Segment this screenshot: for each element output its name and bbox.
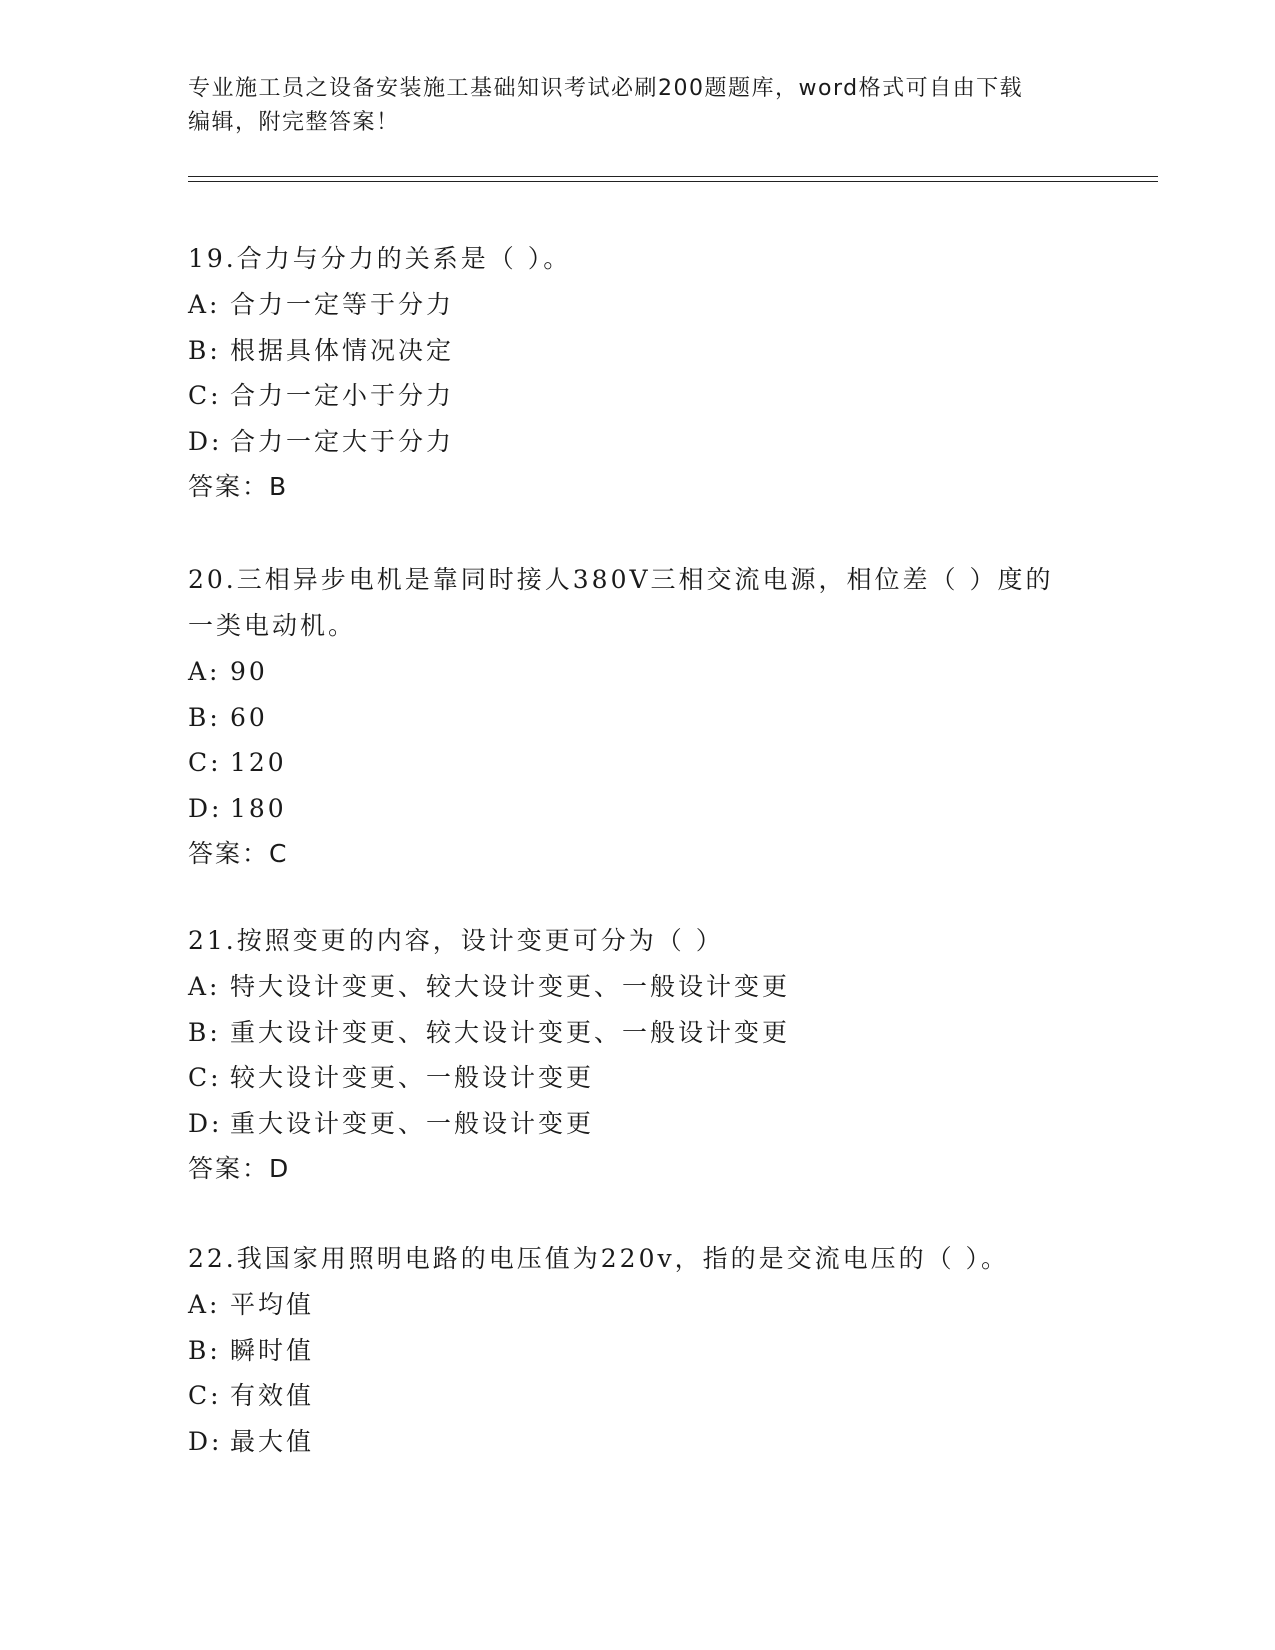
question-22	[188, 1236, 1088, 1464]
option-c	[188, 373, 1088, 419]
question-21	[188, 918, 1088, 1192]
option-letter: A:	[188, 972, 221, 1001]
option-text: 120	[230, 748, 287, 777]
answer-key: 答案：B	[188, 472, 289, 501]
option-c	[188, 1055, 1088, 1101]
option-c	[188, 740, 1088, 786]
option-text: 特大设计变更、较大设计变更、一般设计变更	[230, 972, 791, 1001]
option-text: 合力一定小于分力	[230, 381, 455, 410]
option-text: 合力一定等于分力	[230, 290, 455, 319]
option-b	[188, 695, 1088, 741]
question-stem-continued: 一类电动机。	[188, 611, 357, 640]
option-letter: D:	[188, 1108, 223, 1138]
option-a	[188, 649, 1088, 695]
option-text: 瞬时值	[230, 1335, 315, 1365]
option-text: 最大值	[230, 1426, 315, 1456]
option-b	[188, 328, 1088, 374]
option-letter: D:	[188, 1426, 223, 1456]
header-line-1: 专业施工员之设备安装施工基础知识考试必刷200题题库，word格式可自由下载	[188, 76, 1024, 101]
option-letter: A:	[188, 290, 221, 319]
document-header	[188, 72, 1088, 140]
option-d	[188, 786, 1088, 832]
option-text: 重大设计变更、较大设计变更、一般设计变更	[230, 1017, 791, 1047]
option-d	[188, 1101, 1088, 1147]
option-c	[188, 1373, 1088, 1419]
option-text: 60	[230, 702, 268, 732]
option-letter: C:	[188, 748, 222, 777]
option-letter: C:	[188, 1063, 222, 1092]
option-d	[188, 419, 1088, 465]
answer-key: 答案：C	[188, 839, 289, 868]
option-text: 90	[230, 657, 268, 686]
option-text: 180	[230, 793, 287, 823]
option-letter: A:	[188, 1290, 221, 1319]
option-text: 有效值	[230, 1381, 315, 1410]
option-letter: C:	[188, 1381, 222, 1410]
option-letter: D:	[188, 426, 223, 456]
option-letter: B:	[188, 702, 221, 732]
header-line-2: 编辑，附完整答案！	[188, 110, 400, 135]
header-divider-bottom	[188, 181, 1158, 182]
option-text: 较大设计变更、一般设计变更	[230, 1063, 595, 1092]
option-text: 合力一定大于分力	[230, 426, 455, 456]
option-letter: C:	[188, 381, 222, 410]
option-text: 根据具体情况决定	[230, 335, 455, 365]
option-letter: B:	[188, 1335, 221, 1365]
option-text: 平均值	[230, 1290, 315, 1319]
option-a	[188, 964, 1088, 1010]
option-letter: D:	[188, 793, 223, 823]
option-letter: B:	[188, 1017, 221, 1047]
option-b	[188, 1010, 1088, 1056]
option-letter: B:	[188, 335, 221, 365]
question-stem: 19.合力与分力的关系是（ ）。	[188, 244, 572, 273]
option-a	[188, 1282, 1088, 1328]
question-stem: 20.三相异步电机是靠同时接人380V三相交流电源，相位差（ ）度的	[188, 565, 1054, 594]
answer-key: 答案：D	[188, 1154, 291, 1183]
question-stem: 22.我国家用照明电路的电压值为220v，指的是交流电压的（ ）。	[188, 1244, 1010, 1273]
option-letter: A:	[188, 657, 221, 686]
option-b	[188, 1328, 1088, 1374]
option-d	[188, 1419, 1088, 1465]
option-text: 重大设计变更、一般设计变更	[230, 1108, 595, 1138]
header-divider-top	[188, 176, 1158, 177]
question-19	[188, 236, 1088, 510]
question-stem: 21.按照变更的内容，设计变更可分为（ ）	[188, 926, 724, 955]
option-a	[188, 282, 1088, 328]
question-20	[188, 557, 1088, 877]
